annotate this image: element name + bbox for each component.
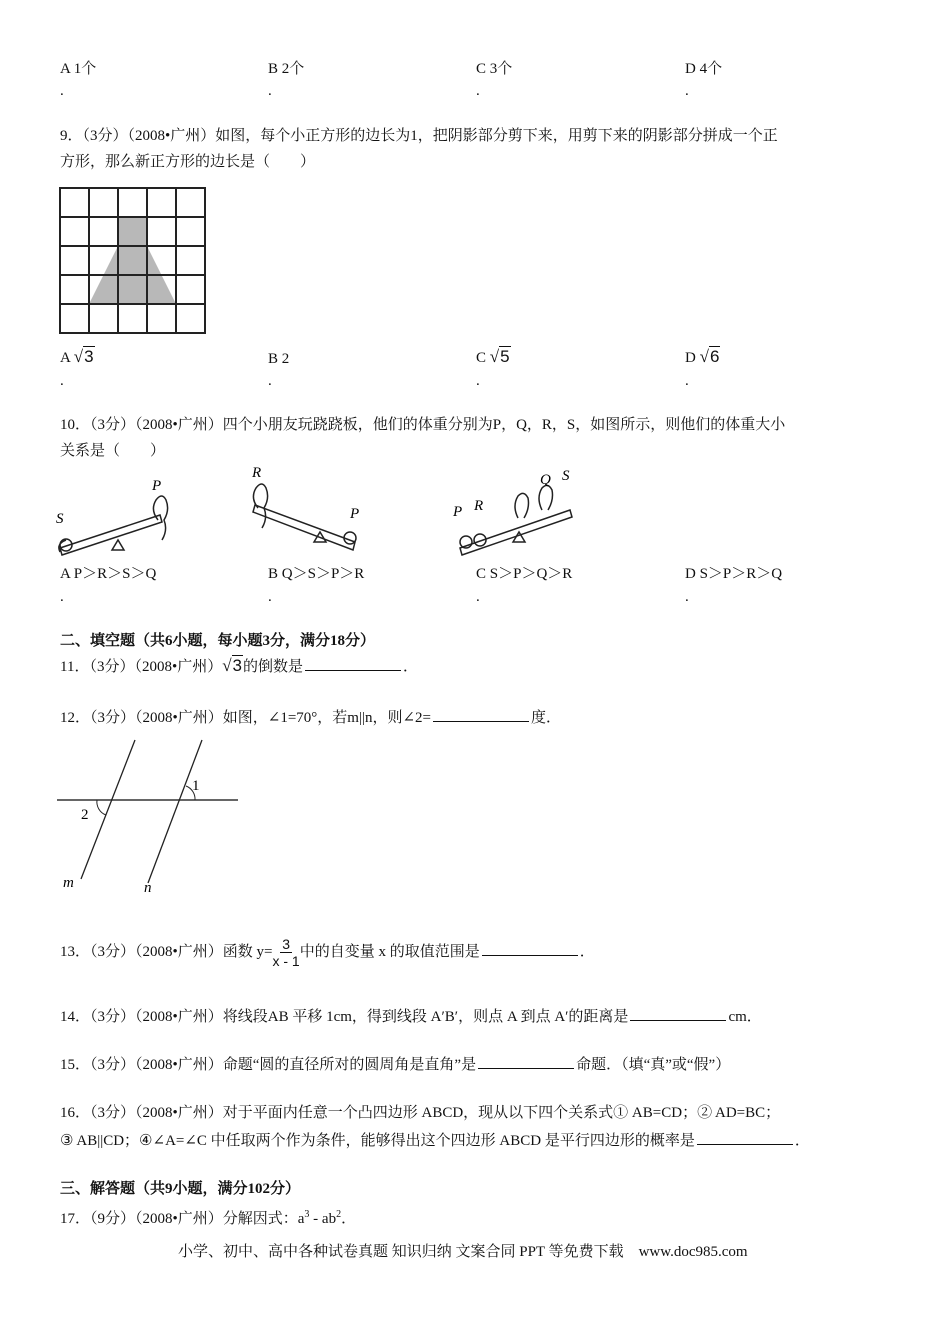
- q10-option-c: C S＞P＞Q＞R: [476, 566, 573, 582]
- dot: .: [268, 83, 272, 99]
- q9-option-c: C √5: [476, 347, 510, 366]
- answer-blank[interactable]: [433, 708, 529, 722]
- q12: 12．（3分）（2008•广州）如图，∠1=70°，若m||n，则∠2= 度．: [60, 710, 561, 726]
- dot: .: [60, 373, 64, 389]
- q10-option-a: A P＞R＞S＞Q: [60, 566, 157, 582]
- q8-option-b: B 2个: [268, 61, 305, 77]
- footer-text: 小学、初中、高中各种试卷真题 知识归纳 文案合同 PPT 等免费下载 www.doc985.com: [178, 1244, 748, 1260]
- answer-blank[interactable]: [482, 942, 578, 956]
- dot: .: [60, 83, 64, 99]
- q14: 14．（3分）（2008•广州）将线段AB 平移 1cm，得到线段 A′B′，则点 A 到点 A′的距离是 cm．: [60, 1009, 762, 1025]
- seesaw-label: S: [56, 511, 64, 527]
- q9-option-d: D √6: [685, 347, 720, 366]
- dot: .: [685, 589, 689, 605]
- q9-option-a: A √3: [60, 347, 94, 366]
- q16-text: 16．（3分）（2008•广州）对于平面内任意一个凸四边形 ABCD，现从以下四个关系式① AB=CD；② AD=BC；: [60, 1105, 781, 1121]
- seesaw-figures: [50, 460, 610, 560]
- dot: .: [685, 373, 689, 389]
- q9-grid-figure: [58, 186, 210, 338]
- section-heading: 三、解答题（共9小题，满分102分）: [60, 1181, 301, 1197]
- seesaw-label: P: [453, 504, 463, 520]
- angle-label: 1: [192, 778, 200, 794]
- dot: .: [476, 589, 480, 605]
- dot: .: [476, 83, 480, 99]
- seesaw-board: [60, 515, 162, 555]
- q8-option-d: D 4个: [685, 61, 723, 77]
- q11: 11．（3分）（2008•广州）√3的倒数是 ．: [60, 656, 419, 675]
- answer-blank[interactable]: [478, 1055, 574, 1069]
- q9-text: 方形，那么新正方形的边长是（ ）: [60, 154, 316, 170]
- line-label: m: [63, 875, 74, 891]
- q8-option-c: C 3个: [476, 61, 513, 77]
- seesaw-label: S: [562, 468, 570, 484]
- dot: .: [476, 373, 480, 389]
- dot: .: [268, 373, 272, 389]
- answer-blank[interactable]: [697, 1131, 793, 1145]
- seesaw-label: P: [350, 506, 360, 522]
- seesaw-label: R: [474, 498, 484, 514]
- q16-text: ③ AB||CD；④∠A=∠C 中任取两个作为条件，能够得出这个四边形 ABCD 是平行四边形的概率是 ．: [60, 1133, 810, 1149]
- angle-label: 2: [81, 807, 89, 823]
- q9-text: 9．（3分）（2008•广州）如图，每个小正方形的边长为1，把阴影部分剪下来，用剪下来的阴影部分拼成一个正: [60, 128, 778, 144]
- q8-option-a: A 1个: [60, 61, 97, 77]
- answer-blank[interactable]: [305, 657, 401, 671]
- seesaw-label: R: [252, 465, 262, 481]
- q10-option-b: B Q＞S＞P＞R: [268, 566, 365, 582]
- section-heading: 二、填空题（共6小题，每小题3分，满分18分）: [60, 633, 376, 649]
- seesaw-label: Q: [540, 472, 551, 488]
- q15: 15．（3分）（2008•广州）命题“圆的直径所对的圆周角是直角”是 命题．（填“真”或“假”）: [60, 1057, 731, 1073]
- dot: .: [268, 589, 272, 605]
- q10-text: 关系是（ ）: [60, 443, 166, 459]
- q9-option-b: B 2: [268, 351, 290, 367]
- seesaw-label: P: [152, 478, 162, 494]
- q17: 17．（9分）（2008•广州）分解因式：$a^3 - ab^2$．: [60, 1209, 357, 1227]
- answer-blank[interactable]: [630, 1007, 726, 1021]
- dot: .: [685, 83, 689, 99]
- dot: .: [60, 589, 64, 605]
- q10-option-d: D S＞P＞R＞Q: [685, 566, 783, 582]
- line-label: n: [144, 880, 152, 895]
- q13: 13．（3分）（2008•广州）函数 y= $\frac{3}{x - 1}$ 中的自变量 x 的取值范围是 ．: [60, 936, 595, 970]
- q12-parallel-lines-figure: [55, 735, 245, 895]
- q10-text: 10．（3分）（2008•广州）四个小朋友玩跷跷板，他们的体重分别为P，Q，R，S，如图所示，则他们的体重大小: [60, 417, 786, 433]
